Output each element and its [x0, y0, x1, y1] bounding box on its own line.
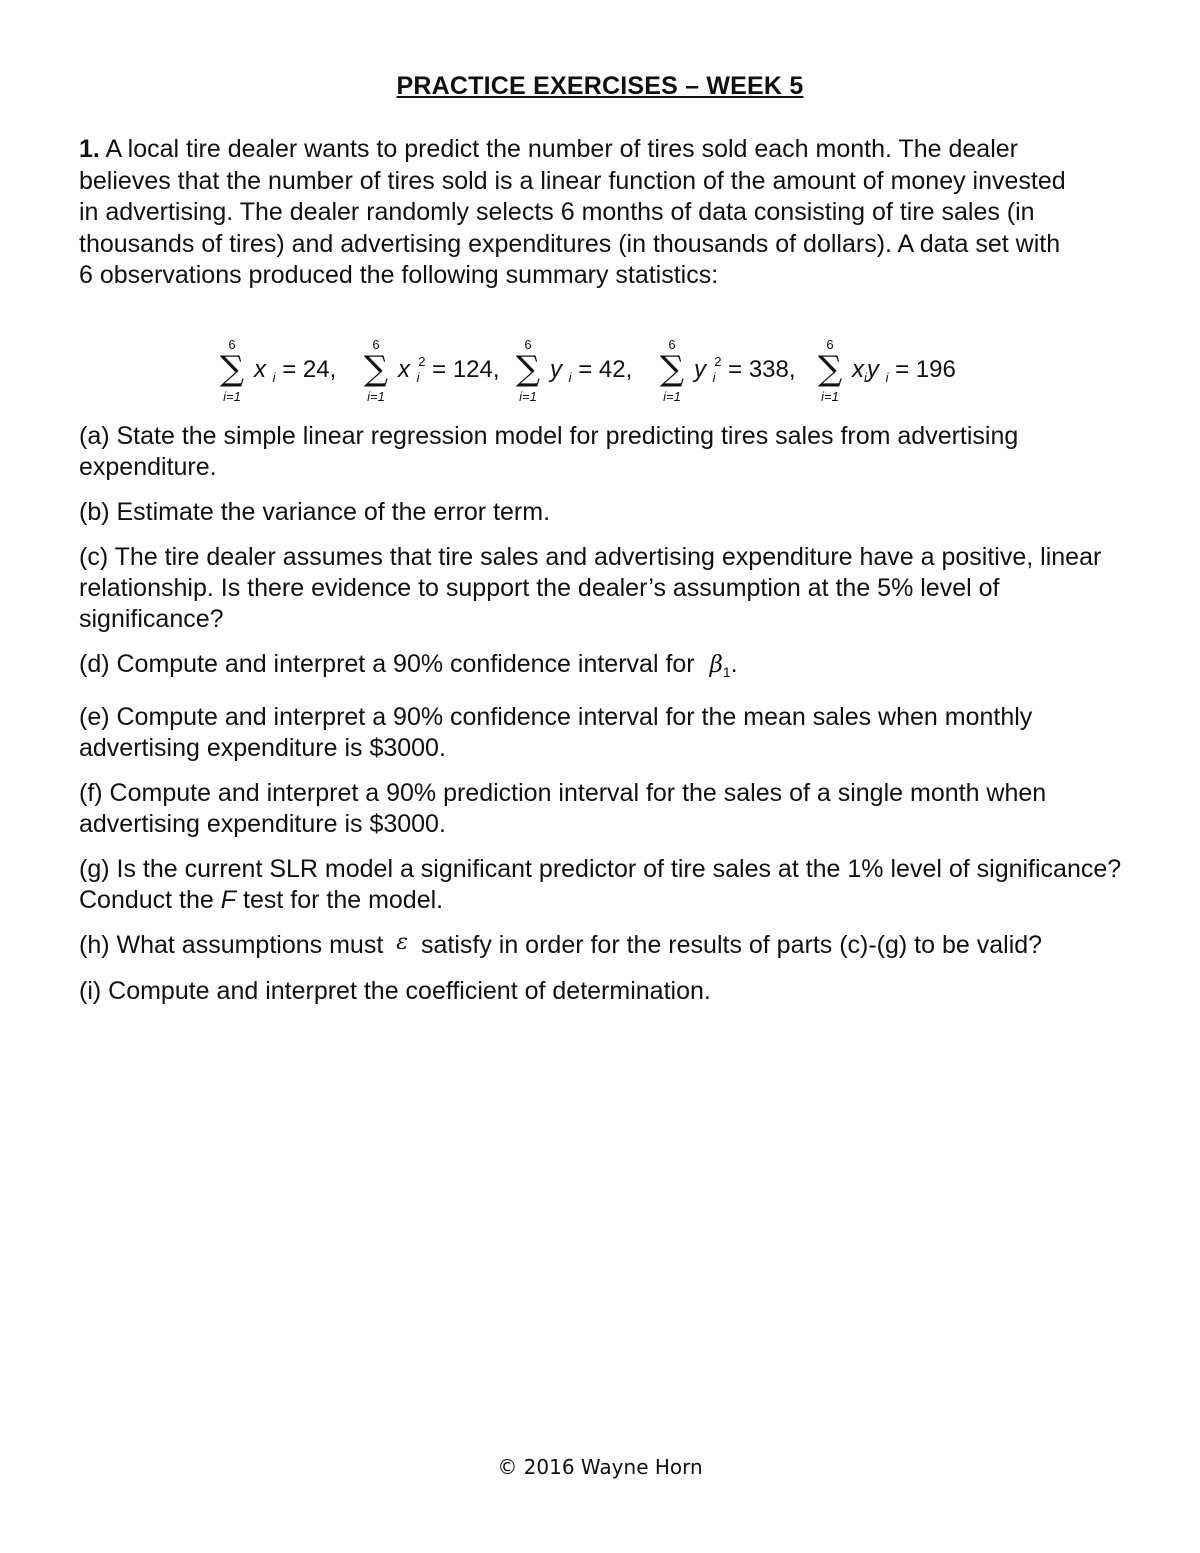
sum-upper-limit: 6: [668, 337, 676, 352]
part-h: [79, 930, 1129, 962]
part-h-end: satisfy in order for the results of parts (c)-(g) to be valid?: [420, 931, 1043, 959]
f-symbol: F: [220, 886, 237, 914]
problem-text: A local tire dealer wants to predict the number of tires sold each month. The dealer believes that the number of tires sold is a linear function of the amount of money invested in advertising. The dealer randomly selects 6 months of data consisting of tire sales (in thousands of tires) and advertising expenditures (in thousands of dollars). A data set with 6 observations produced the following summary statistics:: [79, 135, 1066, 289]
part-b: (b) Estimate the variance of the error term.: [79, 498, 551, 526]
subscript: i: [712, 370, 716, 385]
sum-symbol: [658, 338, 686, 410]
beta-subscript: 1: [722, 664, 731, 680]
variable: x: [852, 356, 864, 383]
part-c: (c) The tire dealer assumes that tire sales and advertising expenditure have a positive, linear relationship. Is there evidence to support the dealer’s assumption at the 5% level of significance?: [79, 543, 1102, 633]
variable: y: [694, 356, 706, 383]
epsilon-symbol: ε: [396, 930, 409, 955]
part-h-text: (h) What assumptions must: [79, 931, 384, 959]
sigma-icon: ∑: [363, 349, 389, 389]
subscript: i: [864, 370, 867, 385]
sum-lower-limit: i=1: [821, 389, 839, 404]
part-d-text: (d) Compute and interpret a 90% confidence interval for: [79, 650, 695, 678]
sum-value: = 24,: [282, 356, 337, 383]
part-a: (a) State the simple linear regression model for predicting tires sales from advertising expenditure.: [79, 422, 1019, 481]
sum-value: = 196: [895, 356, 956, 383]
part-e: (e) Compute and interpret a 90% confidence interval for the mean sales when monthly advertising expenditure is $3000.: [79, 703, 1033, 762]
sum-expression: [254, 355, 336, 393]
sigma-icon: ∑: [219, 349, 245, 389]
copyright-footer: © 2016 Wayne Horn: [497, 1455, 703, 1479]
superscript: 2: [714, 354, 722, 369]
page-title: PRACTICE EXERCISES – WEEK 5: [396, 72, 804, 100]
part-g-text: (g) Is the current SLR model a significant predictor of tire sales at the 1% level of significance? Conduct the: [79, 855, 1122, 914]
summary-statistics: [218, 338, 1018, 410]
problem-number: 1.: [79, 135, 100, 163]
question-parts: [79, 421, 1129, 1021]
subscript: i: [416, 370, 420, 385]
sum-upper-limit: 6: [372, 337, 380, 352]
sum-lower-limit: i=1: [223, 389, 241, 404]
sum-expression: [550, 355, 632, 393]
sum-value: = 338,: [728, 356, 796, 383]
sum-upper-limit: 6: [826, 337, 834, 352]
sum-expression: [694, 355, 796, 388]
sum-lower-limit: i=1: [663, 389, 681, 404]
part-d: [79, 649, 1129, 688]
variable: y: [550, 356, 562, 383]
sum-value: = 124,: [432, 356, 500, 383]
beta-symbol: β: [709, 652, 723, 678]
subscript: i: [568, 370, 572, 385]
subscript: i: [272, 370, 276, 385]
sum-symbol: [816, 338, 844, 410]
sum-lower-limit: i=1: [367, 389, 385, 404]
problem-statement: [79, 134, 1079, 292]
sigma-icon: ∑: [515, 349, 541, 389]
sum-symbol: [218, 338, 246, 410]
sigma-icon: ∑: [659, 349, 685, 389]
sum-expression: [852, 355, 956, 393]
sum-symbol: [514, 338, 542, 410]
sum-upper-limit: 6: [228, 337, 236, 352]
variable: x: [398, 356, 410, 383]
variable-2: y: [866, 356, 879, 383]
part-i: (i) Compute and interpret the coefficient of determination.: [79, 977, 711, 1005]
variable: x: [254, 356, 266, 383]
sigma-icon: ∑: [817, 349, 843, 389]
part-g-end: test for the model.: [236, 886, 444, 914]
part-d-end: .: [730, 650, 738, 678]
sum-upper-limit: 6: [524, 337, 532, 352]
sum-expression: [398, 355, 500, 388]
part-f: (f) Compute and interpret a 90% prediction interval for the sales of a single month when advertising expenditure is $3000.: [79, 779, 1047, 838]
part-g: [79, 854, 1129, 916]
sum-symbol: [362, 338, 390, 410]
superscript: 2: [418, 354, 426, 369]
subscript-2: i: [885, 370, 889, 385]
sum-value: = 42,: [578, 356, 633, 383]
sum-lower-limit: i=1: [519, 389, 537, 404]
